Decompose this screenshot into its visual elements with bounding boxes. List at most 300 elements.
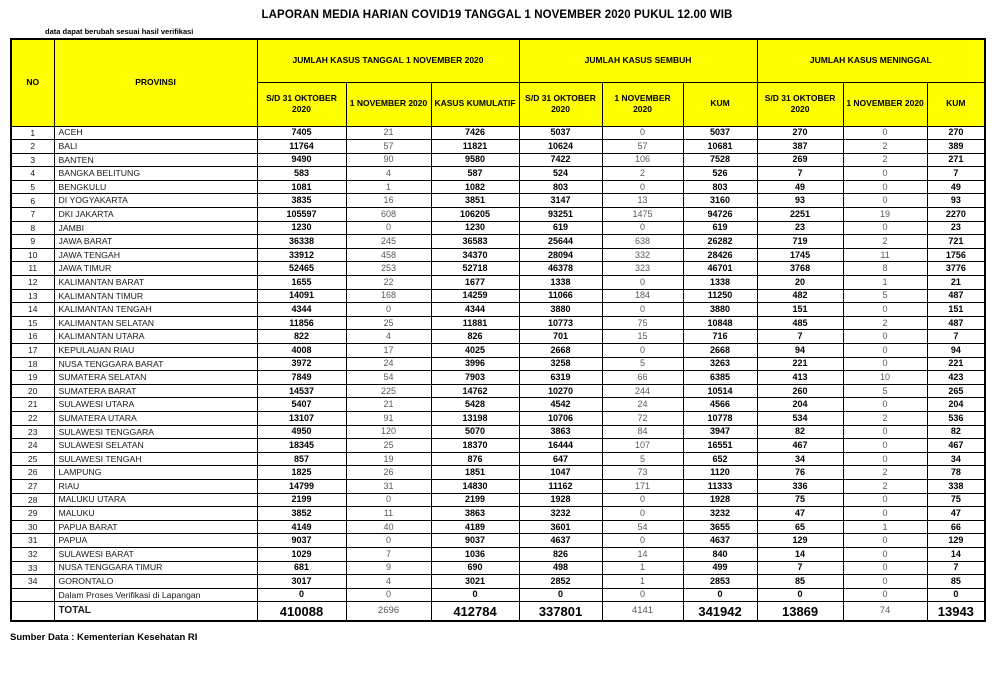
cell-total-value: 74	[843, 602, 927, 621]
table-row	[11, 439, 985, 453]
table-row	[11, 194, 985, 208]
cell-value: 467	[757, 439, 843, 453]
cell-province: RIAU	[54, 479, 257, 493]
cell-province: SULAWESI SELATAN	[54, 439, 257, 453]
cell-province: BALI	[54, 140, 257, 154]
cell-value: 5	[602, 452, 683, 466]
cell-value: 6385	[683, 371, 757, 385]
cell-value: 2	[602, 167, 683, 181]
cell-value: 82	[757, 425, 843, 439]
table-row	[11, 425, 985, 439]
cell-no: 6	[11, 194, 54, 208]
cell-value: 11	[346, 507, 431, 521]
table-row	[11, 276, 985, 290]
cell-value: 106	[602, 153, 683, 167]
cell-value: 7	[927, 561, 985, 575]
cell-value: 0	[346, 493, 431, 507]
cell-value: 5037	[683, 126, 757, 140]
cell-value: 0	[602, 344, 683, 358]
cell-province: SUMATERA UTARA	[54, 411, 257, 425]
cell-value: 14259	[431, 289, 519, 303]
cell-value: 52718	[431, 262, 519, 276]
cell-value: 23	[927, 221, 985, 235]
cell-value: 1	[346, 180, 431, 194]
cell-value: 467	[927, 439, 985, 453]
cell-value: 9037	[257, 534, 346, 548]
cell-no: 19	[11, 371, 54, 385]
total-row	[11, 602, 985, 621]
cell-value: 652	[683, 452, 757, 466]
cell-value: 244	[602, 384, 683, 398]
cell-value: 184	[602, 289, 683, 303]
cell-value: 1230	[257, 221, 346, 235]
cell-province: BANGKA BELITUNG	[54, 167, 257, 181]
cell-no: 29	[11, 507, 54, 521]
cell-value: 2852	[519, 575, 602, 589]
cell-value: 647	[519, 452, 602, 466]
cell-value: 151	[757, 303, 843, 317]
cell-province: SUMATERA BARAT	[54, 384, 257, 398]
table-row	[11, 208, 985, 222]
cell-value: 638	[602, 235, 683, 249]
cell-value: 4025	[431, 344, 519, 358]
cell-value: 1756	[927, 248, 985, 262]
table-row	[11, 479, 985, 493]
cell-value: 13	[602, 194, 683, 208]
cell-value: 0	[843, 126, 927, 140]
cell-value: 587	[431, 167, 519, 181]
cell-value: 3835	[257, 194, 346, 208]
cell-value: 2	[843, 153, 927, 167]
table-row	[11, 520, 985, 534]
cell-no: 31	[11, 534, 54, 548]
cell-value: 11764	[257, 140, 346, 154]
cell-no: 15	[11, 316, 54, 330]
table-row	[11, 221, 985, 235]
cell-value: 10778	[683, 411, 757, 425]
cell-value: 4637	[519, 534, 602, 548]
cell-value: 826	[431, 330, 519, 344]
cell-value: 1825	[257, 466, 346, 480]
cell-value: 168	[346, 289, 431, 303]
cell-value: 24	[602, 398, 683, 412]
cell-value: 1655	[257, 276, 346, 290]
cell-total-value: 337801	[519, 602, 602, 621]
cell-value: 4189	[431, 520, 519, 534]
cell-value: 28094	[519, 248, 602, 262]
cell-value: 31	[346, 479, 431, 493]
cell-no: 17	[11, 344, 54, 358]
table-row	[11, 452, 985, 466]
cell-value: 14799	[257, 479, 346, 493]
cell-value: 13198	[431, 411, 519, 425]
header-sembuh-1nov: 1 NOVEMBER 2020	[602, 82, 683, 126]
cell-value: 336	[757, 479, 843, 493]
cell-province: NUSA TENGGARA BARAT	[54, 357, 257, 371]
cell-value: 2251	[757, 208, 843, 222]
cell-no: 27	[11, 479, 54, 493]
cell-value: 54	[602, 520, 683, 534]
cell-value: 49	[927, 180, 985, 194]
cell-total-value: 341942	[683, 602, 757, 621]
header-group-row	[11, 39, 985, 82]
cell-value: 0	[843, 561, 927, 575]
cell-value: 721	[927, 235, 985, 249]
cell-value: 3601	[519, 520, 602, 534]
cell-value: 21	[927, 276, 985, 290]
cell-value: 93251	[519, 208, 602, 222]
cell-value: 26282	[683, 235, 757, 249]
cell-value: 608	[346, 208, 431, 222]
cell-value: 876	[431, 452, 519, 466]
cell-value: 2199	[431, 493, 519, 507]
cell-value: 15	[602, 330, 683, 344]
cell-value: 719	[757, 235, 843, 249]
cell-value: 3863	[519, 425, 602, 439]
table-row	[11, 575, 985, 589]
cell-value: 73	[602, 466, 683, 480]
cell-value: 3021	[431, 575, 519, 589]
cell-value: 3863	[431, 507, 519, 521]
cell-value: 94726	[683, 208, 757, 222]
cell-no: 20	[11, 384, 54, 398]
cell-value: 0	[843, 303, 927, 317]
cell-value: 17	[346, 344, 431, 358]
cell-value: 536	[927, 411, 985, 425]
cell-value: 85	[757, 575, 843, 589]
cell-value: 271	[927, 153, 985, 167]
cell-no: 26	[11, 466, 54, 480]
cell-value: 265	[927, 384, 985, 398]
cell-value: 11821	[431, 140, 519, 154]
cell-value: 2668	[519, 344, 602, 358]
cell-value: 7903	[431, 371, 519, 385]
cell-value: 387	[757, 140, 843, 154]
cell-value: 0	[843, 547, 927, 561]
cell-value: 85	[927, 575, 985, 589]
cell-value: 93	[927, 194, 985, 208]
cell-province: KALIMANTAN TIMUR	[54, 289, 257, 303]
cell-value: 7	[757, 561, 843, 575]
cell-value: 204	[927, 398, 985, 412]
cell-province: SUMATERA SELATAN	[54, 371, 257, 385]
cell-value: 10848	[683, 316, 757, 330]
cell-value: 487	[927, 316, 985, 330]
cell-value: 332	[602, 248, 683, 262]
cell-province: PAPUA BARAT	[54, 520, 257, 534]
header-kasus-kumulatif: KASUS KUMULATIF	[431, 82, 519, 126]
cell-value: 3996	[431, 357, 519, 371]
cell-value: 1338	[519, 276, 602, 290]
cell-value: 7426	[431, 126, 519, 140]
table-row	[11, 561, 985, 575]
cell-value: 0	[843, 507, 927, 521]
cell-value: 803	[519, 180, 602, 194]
cell-value: 9580	[431, 153, 519, 167]
cell-value: 0	[843, 357, 927, 371]
cell-value: 2	[843, 140, 927, 154]
header-kasus-1nov: 1 NOVEMBER 2020	[346, 82, 431, 126]
cell-value: 3232	[519, 507, 602, 521]
header-sembuh-kum: KUM	[683, 82, 757, 126]
page-title: LAPORAN MEDIA HARIAN COVID19 TANGGAL 1 NOVEMBER 2020 PUKUL 12.00 WIB	[261, 9, 733, 21]
cell-value: 5070	[431, 425, 519, 439]
cell-value: 76	[757, 466, 843, 480]
header-no: NO	[11, 39, 54, 126]
cell-no: 14	[11, 303, 54, 317]
cell-value: 57	[602, 140, 683, 154]
cell-value: 26	[346, 466, 431, 480]
cell-total-value: 4141	[602, 602, 683, 621]
cell-value: 0	[843, 534, 927, 548]
cell-value: 1047	[519, 466, 602, 480]
cell-value: 4	[346, 167, 431, 181]
cell-value: 11162	[519, 479, 602, 493]
cell-value: 524	[519, 167, 602, 181]
cell-value: 269	[757, 153, 843, 167]
cell-value: 22	[346, 276, 431, 290]
cell-value: 0	[683, 588, 757, 602]
cell-province: MALUKU	[54, 507, 257, 521]
cell-value: 499	[683, 561, 757, 575]
cell-value: 3851	[431, 194, 519, 208]
cell-no: 25	[11, 452, 54, 466]
header-provinsi: PROVINSI	[54, 39, 257, 126]
cell-value: 0	[843, 493, 927, 507]
cell-value: 151	[927, 303, 985, 317]
cell-value: 7422	[519, 153, 602, 167]
cell-value: 91	[346, 411, 431, 425]
cell-value: 4	[346, 575, 431, 589]
table-row	[11, 411, 985, 425]
cell-value: 1081	[257, 180, 346, 194]
cell-value: 34	[757, 452, 843, 466]
cell-no: 5	[11, 180, 54, 194]
table-row	[11, 534, 985, 548]
cell-value: 94	[757, 344, 843, 358]
cell-value: 485	[757, 316, 843, 330]
cell-value: 7528	[683, 153, 757, 167]
cell-value: 66	[602, 371, 683, 385]
cell-value: 482	[757, 289, 843, 303]
cell-value: 1230	[431, 221, 519, 235]
cell-province: SULAWESI TENGGARA	[54, 425, 257, 439]
cell-value: 93	[757, 194, 843, 208]
header-group-kasus: JUMLAH KASUS TANGGAL 1 NOVEMBER 2020	[257, 39, 519, 82]
cell-value: 221	[927, 357, 985, 371]
cell-province: JAWA TIMUR	[54, 262, 257, 276]
cell-value: 458	[346, 248, 431, 262]
table-row	[11, 330, 985, 344]
cell-value: 10270	[519, 384, 602, 398]
cell-province: DKI JAKARTA	[54, 208, 257, 222]
cell-no: 33	[11, 561, 54, 575]
cell-value: 253	[346, 262, 431, 276]
source-note: Sumber Data : Kementerian Kesehatan RI	[10, 631, 198, 643]
cell-value: 583	[257, 167, 346, 181]
cell-value: 6319	[519, 371, 602, 385]
cell-value: 4566	[683, 398, 757, 412]
cell-value: 16444	[519, 439, 602, 453]
cell-value: 3947	[683, 425, 757, 439]
cell-value: 690	[431, 561, 519, 575]
cell-value: 24	[346, 357, 431, 371]
table-body	[11, 126, 985, 621]
cell-total-value: 410088	[257, 602, 346, 621]
total-label: TOTAL	[54, 602, 257, 621]
cell-value: 534	[757, 411, 843, 425]
cell-value: 1745	[757, 248, 843, 262]
table-row	[11, 126, 985, 140]
cell-value: 2199	[257, 493, 346, 507]
table-row	[11, 140, 985, 154]
cell-province: MALUKU UTARA	[54, 493, 257, 507]
cell-value: 0	[843, 575, 927, 589]
cell-value: 11856	[257, 316, 346, 330]
cell-province: BANTEN	[54, 153, 257, 167]
cell-value: 0	[843, 330, 927, 344]
cell-value: 7	[927, 167, 985, 181]
cell-value: 90	[346, 153, 431, 167]
cell-value: 0	[346, 588, 431, 602]
cell-value: 0	[602, 588, 683, 602]
cell-value: 619	[519, 221, 602, 235]
cell-value: 36338	[257, 235, 346, 249]
cell-value: 826	[519, 547, 602, 561]
cell-value: 0	[431, 588, 519, 602]
table-row	[11, 588, 985, 602]
table-row	[11, 248, 985, 262]
cell-province: JAWA TENGAH	[54, 248, 257, 262]
cell-value: 4149	[257, 520, 346, 534]
cell-no: 11	[11, 262, 54, 276]
cell-value: 0	[346, 534, 431, 548]
header-meninggal-sd: S/D 31 OKTOBER 2020	[757, 82, 843, 126]
cell-value: 14	[602, 547, 683, 561]
cell-value: 18345	[257, 439, 346, 453]
cell-value: 3768	[757, 262, 843, 276]
cell-no: 16	[11, 330, 54, 344]
cell-value: 0	[602, 303, 683, 317]
table-row	[11, 357, 985, 371]
cell-value: 94	[927, 344, 985, 358]
cell-value: 423	[927, 371, 985, 385]
cell-value: 3147	[519, 194, 602, 208]
table-row	[11, 167, 985, 181]
cell-value: 21	[346, 126, 431, 140]
cell-value: 1	[843, 520, 927, 534]
cell-value: 3655	[683, 520, 757, 534]
cell-no: 13	[11, 289, 54, 303]
cell-value: 25	[346, 316, 431, 330]
cell-no: 12	[11, 276, 54, 290]
cell-value: 7	[346, 547, 431, 561]
header-kasus-sd: S/D 31 OKTOBER 2020	[257, 82, 346, 126]
verification-note: data dapat berubah sesuai hasil verifikasi	[45, 27, 194, 36]
cell-value: 9	[346, 561, 431, 575]
cell-value: 84	[602, 425, 683, 439]
cell-value: 260	[757, 384, 843, 398]
cell-value: 225	[346, 384, 431, 398]
cell-value: 5	[843, 289, 927, 303]
covid-report-table	[10, 38, 986, 622]
cell-value: 10	[843, 371, 927, 385]
cell-value: 14537	[257, 384, 346, 398]
cell-value: 10514	[683, 384, 757, 398]
cell-value: 129	[757, 534, 843, 548]
cell-value: 1120	[683, 466, 757, 480]
cell-value: 716	[683, 330, 757, 344]
cell-value: 498	[519, 561, 602, 575]
cell-value: 3852	[257, 507, 346, 521]
cell-value: 619	[683, 221, 757, 235]
cell-no: 9	[11, 235, 54, 249]
cell-no: 2	[11, 140, 54, 154]
cell-value: 5	[843, 384, 927, 398]
cell-no: 10	[11, 248, 54, 262]
cell-value: 1338	[683, 276, 757, 290]
cell-province: KALIMANTAN BARAT	[54, 276, 257, 290]
cell-value: 46701	[683, 262, 757, 276]
cell-value: 47	[927, 507, 985, 521]
cell-value: 7	[757, 167, 843, 181]
cell-no: 23	[11, 425, 54, 439]
cell-value: 0	[843, 425, 927, 439]
cell-value: 0	[346, 221, 431, 235]
cell-value: 7	[757, 330, 843, 344]
cell-value: 8	[843, 262, 927, 276]
cell-value: 107	[602, 439, 683, 453]
cell-value: 4344	[257, 303, 346, 317]
cell-value: 1475	[602, 208, 683, 222]
cell-province: LAMPUNG	[54, 466, 257, 480]
cell-province: KALIMANTAN TENGAH	[54, 303, 257, 317]
cell-value: 2	[843, 235, 927, 249]
cell-province: KALIMANTAN SELATAN	[54, 316, 257, 330]
cell-value: 2	[843, 316, 927, 330]
cell-value: 1928	[519, 493, 602, 507]
cell-value: 1	[602, 561, 683, 575]
cell-value: 40	[346, 520, 431, 534]
cell-value: 3880	[683, 303, 757, 317]
cell-value: 3972	[257, 357, 346, 371]
cell-value: 3017	[257, 575, 346, 589]
cell-value: 1029	[257, 547, 346, 561]
cell-value: 0	[257, 588, 346, 602]
cell-value: 4344	[431, 303, 519, 317]
cell-value: 20	[757, 276, 843, 290]
cell-value: 171	[602, 479, 683, 493]
cell-province: SULAWESI TENGAH	[54, 452, 257, 466]
cell-no: 8	[11, 221, 54, 235]
cell-value: 11250	[683, 289, 757, 303]
cell-value: 822	[257, 330, 346, 344]
cell-value: 803	[683, 180, 757, 194]
cell-value: 9490	[257, 153, 346, 167]
cell-value: 4637	[683, 534, 757, 548]
cell-value: 0	[519, 588, 602, 602]
table-row	[11, 466, 985, 480]
cell-value: 2270	[927, 208, 985, 222]
cell-value: 323	[602, 262, 683, 276]
cell-no: 28	[11, 493, 54, 507]
cell-value: 0	[843, 398, 927, 412]
cell-value: 52465	[257, 262, 346, 276]
table-header	[11, 39, 985, 126]
cell-value: 4950	[257, 425, 346, 439]
cell-no: 34	[11, 575, 54, 589]
cell-value: 49	[757, 180, 843, 194]
